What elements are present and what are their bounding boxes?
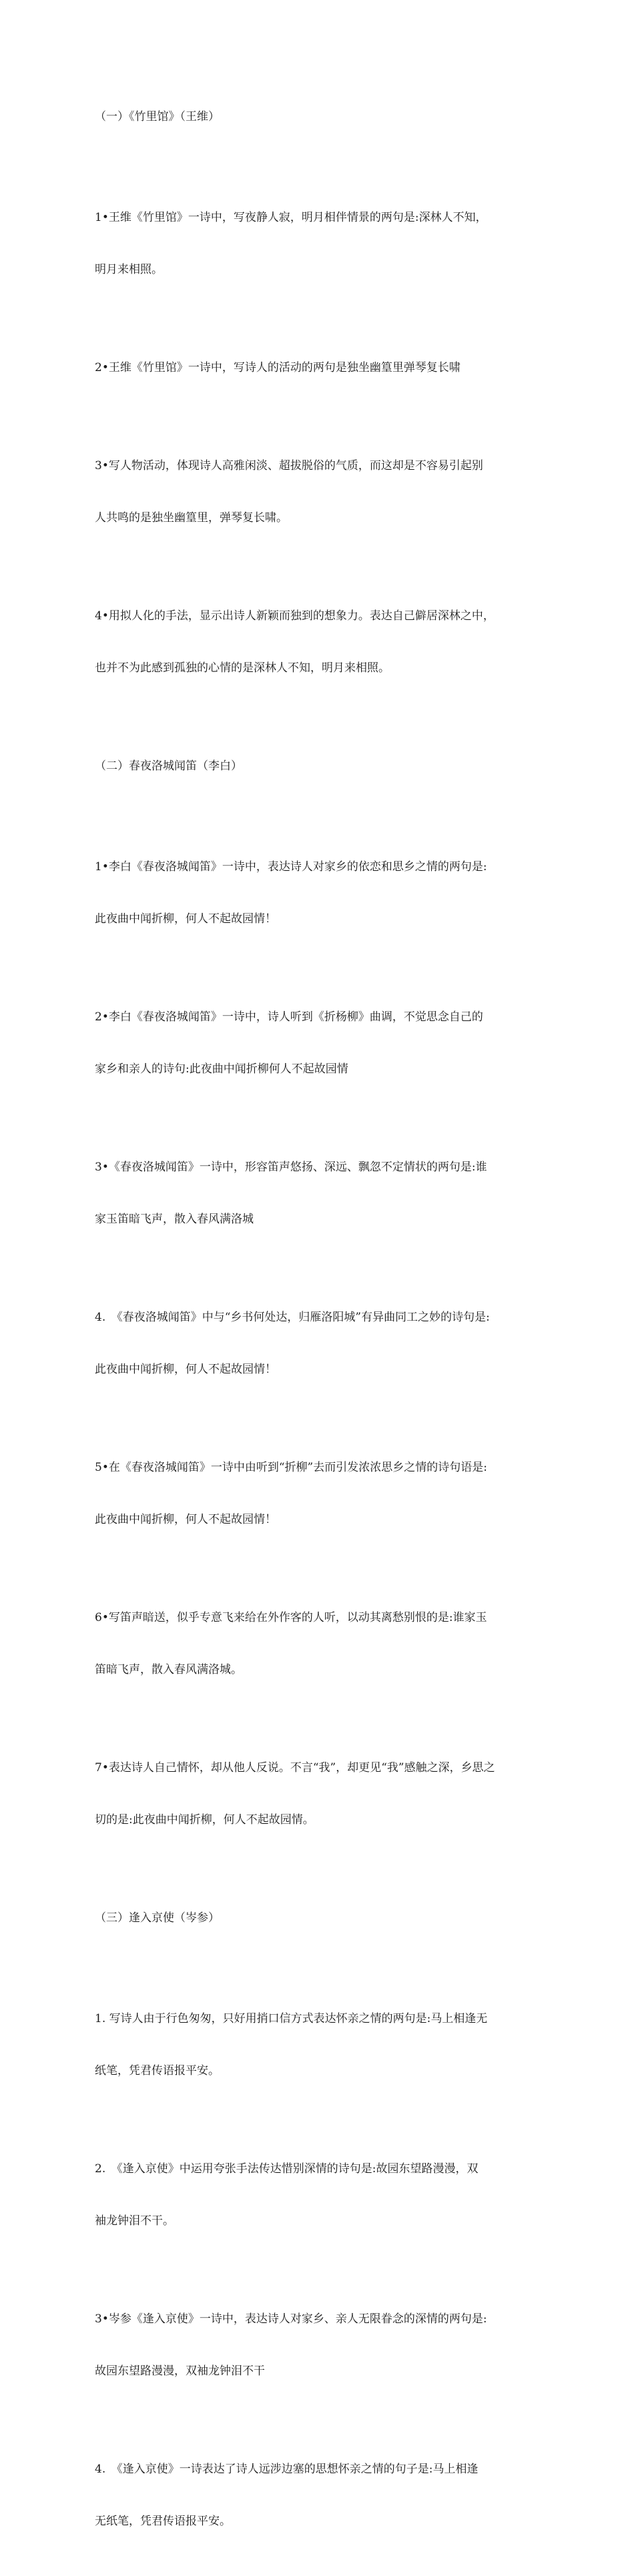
- list-item: [95, 1574, 549, 1713]
- text-line: （二）春夜洛城闻笛（李白）: [95, 759, 242, 773]
- text-line: 2•王维《竹里馆》一诗中，写诗人的活动的两句是独坐幽篁里弹琴复长啸: [95, 361, 460, 374]
- text-line: 3•岑参《逢入京使》一诗中，表达诗人对家乡、亲人无限眷念的深情的两句是:: [95, 2312, 487, 2326]
- text-line: （一）《竹里馆》（王维）: [95, 110, 220, 123]
- section-heading-fengrujingshi: [95, 1875, 549, 1961]
- list-item: [95, 824, 549, 962]
- text-line: 1•王维《竹里馆》一诗中，写夜静人寂，明月相伴情景的两句是:深林人不知，: [95, 211, 487, 224]
- text-line: 此夜曲中闻折柳，何人不起故园情！: [95, 1363, 276, 1376]
- text-line: 故园东望路漫漫，双袖龙钟泪不干: [95, 2364, 265, 2378]
- text-line: 无纸笔，凭君传语报平安。: [95, 2515, 231, 2528]
- text-line: 此夜曲中闻折柳，何人不起故园情！: [95, 912, 276, 926]
- text-line: 明月来相照。: [95, 263, 163, 276]
- text-line: 人共鸣的是独坐幽篁里，弹琴复长啸。: [95, 511, 288, 525]
- list-item: [95, 1724, 549, 1863]
- text-line: （三）逢入京使（岑参）: [95, 1911, 220, 1925]
- text-line: 1. 写诗人由于行色匆匆，只好用捎口信方式表达怀亲之情的两句是:马上相逢无: [95, 2012, 488, 2025]
- text-line: 4. 《逢入京使》一诗表达了诗人远涉边塞的思想怀亲之情的句子是:马上相逢: [95, 2463, 479, 2476]
- text-line: 4. 《春夜洛城闻笛》中与“乡书何处达，归雁洛阳城”有异曲同工之妙的诗句是:: [95, 1311, 490, 1324]
- text-line: 切的是:此夜曲中闻折柳，何人不起故园情。: [95, 1813, 314, 1827]
- text-line: 3•《春夜洛城闻笛》一诗中，形容笛声悠扬、深远、飘忽不定情状的两句是:谁: [95, 1161, 487, 1174]
- section-heading-chunye: [95, 723, 549, 810]
- section-heading-zhuliguan: [95, 73, 549, 160]
- list-item: [95, 2276, 549, 2414]
- text-line: 7•表达诗人自己情怀，却从他人反说。不言“我”，却更见“我”感触之深，乡思之: [95, 1761, 495, 1775]
- text-line: 此夜曲中闻折柳，何人不起故园情！: [95, 1513, 276, 1526]
- list-item: [95, 1424, 549, 1563]
- list-item: [95, 174, 549, 313]
- text-line: 6•写笛声暗送，似乎专意飞来给在外作客的人听，以动其离愁别恨的是:谁家玉: [95, 1611, 487, 1624]
- list-item: [95, 1274, 549, 1413]
- list-item: [95, 422, 549, 561]
- text-line: 5•在《春夜洛城闻笛》一诗中由听到“折柳”去而引发浓浓思乡之情的诗句语是:: [95, 1461, 487, 1474]
- text-line: 也并不为此感到孤独的心情的是深林人不知，明月来相照。: [95, 661, 390, 675]
- text-line: 4•用拟人化的手法，显示出诗人新颖而独到的想象力。表达自己僻居深林之中，: [95, 609, 495, 623]
- list-item: [95, 324, 549, 411]
- list-item: [95, 2126, 549, 2264]
- text-line: 2•李白《春夜洛城闻笛》一诗中，诗人听到《折杨柳》曲调，不觉思念自己的: [95, 1010, 483, 1024]
- list-item: [95, 974, 549, 1112]
- text-line: 笛暗飞声，散入春风满洛城。: [95, 1663, 242, 1676]
- text-line: 家乡和亲人的诗句:此夜曲中闻折柳何人不起故园情: [95, 1062, 348, 1076]
- text-line: 袖龙钟泪不干。: [95, 2214, 174, 2228]
- list-item: [95, 1124, 549, 1263]
- document-page: [95, 73, 549, 2576]
- text-line: 3•写人物活动，体现诗人高雅闲淡、超拔脱俗的气质，而这却是不容易引起别: [95, 459, 483, 472]
- list-item: [95, 573, 549, 711]
- list-item: [95, 1975, 549, 2114]
- text-line: 家玉笛暗飞声，散入春风满洛城: [95, 1213, 254, 1226]
- text-line: 纸笔，凭君传语报平安。: [95, 2064, 220, 2077]
- text-line: 1•李白《春夜洛城闻笛》一诗中，表达诗人对家乡的依恋和思乡之情的两句是:: [95, 860, 487, 874]
- list-item: [95, 2426, 549, 2565]
- text-line: 2. 《逢入京使》中运用夸张手法传达惜别深情的诗句是:故园东望路漫漫，双: [95, 2162, 479, 2176]
